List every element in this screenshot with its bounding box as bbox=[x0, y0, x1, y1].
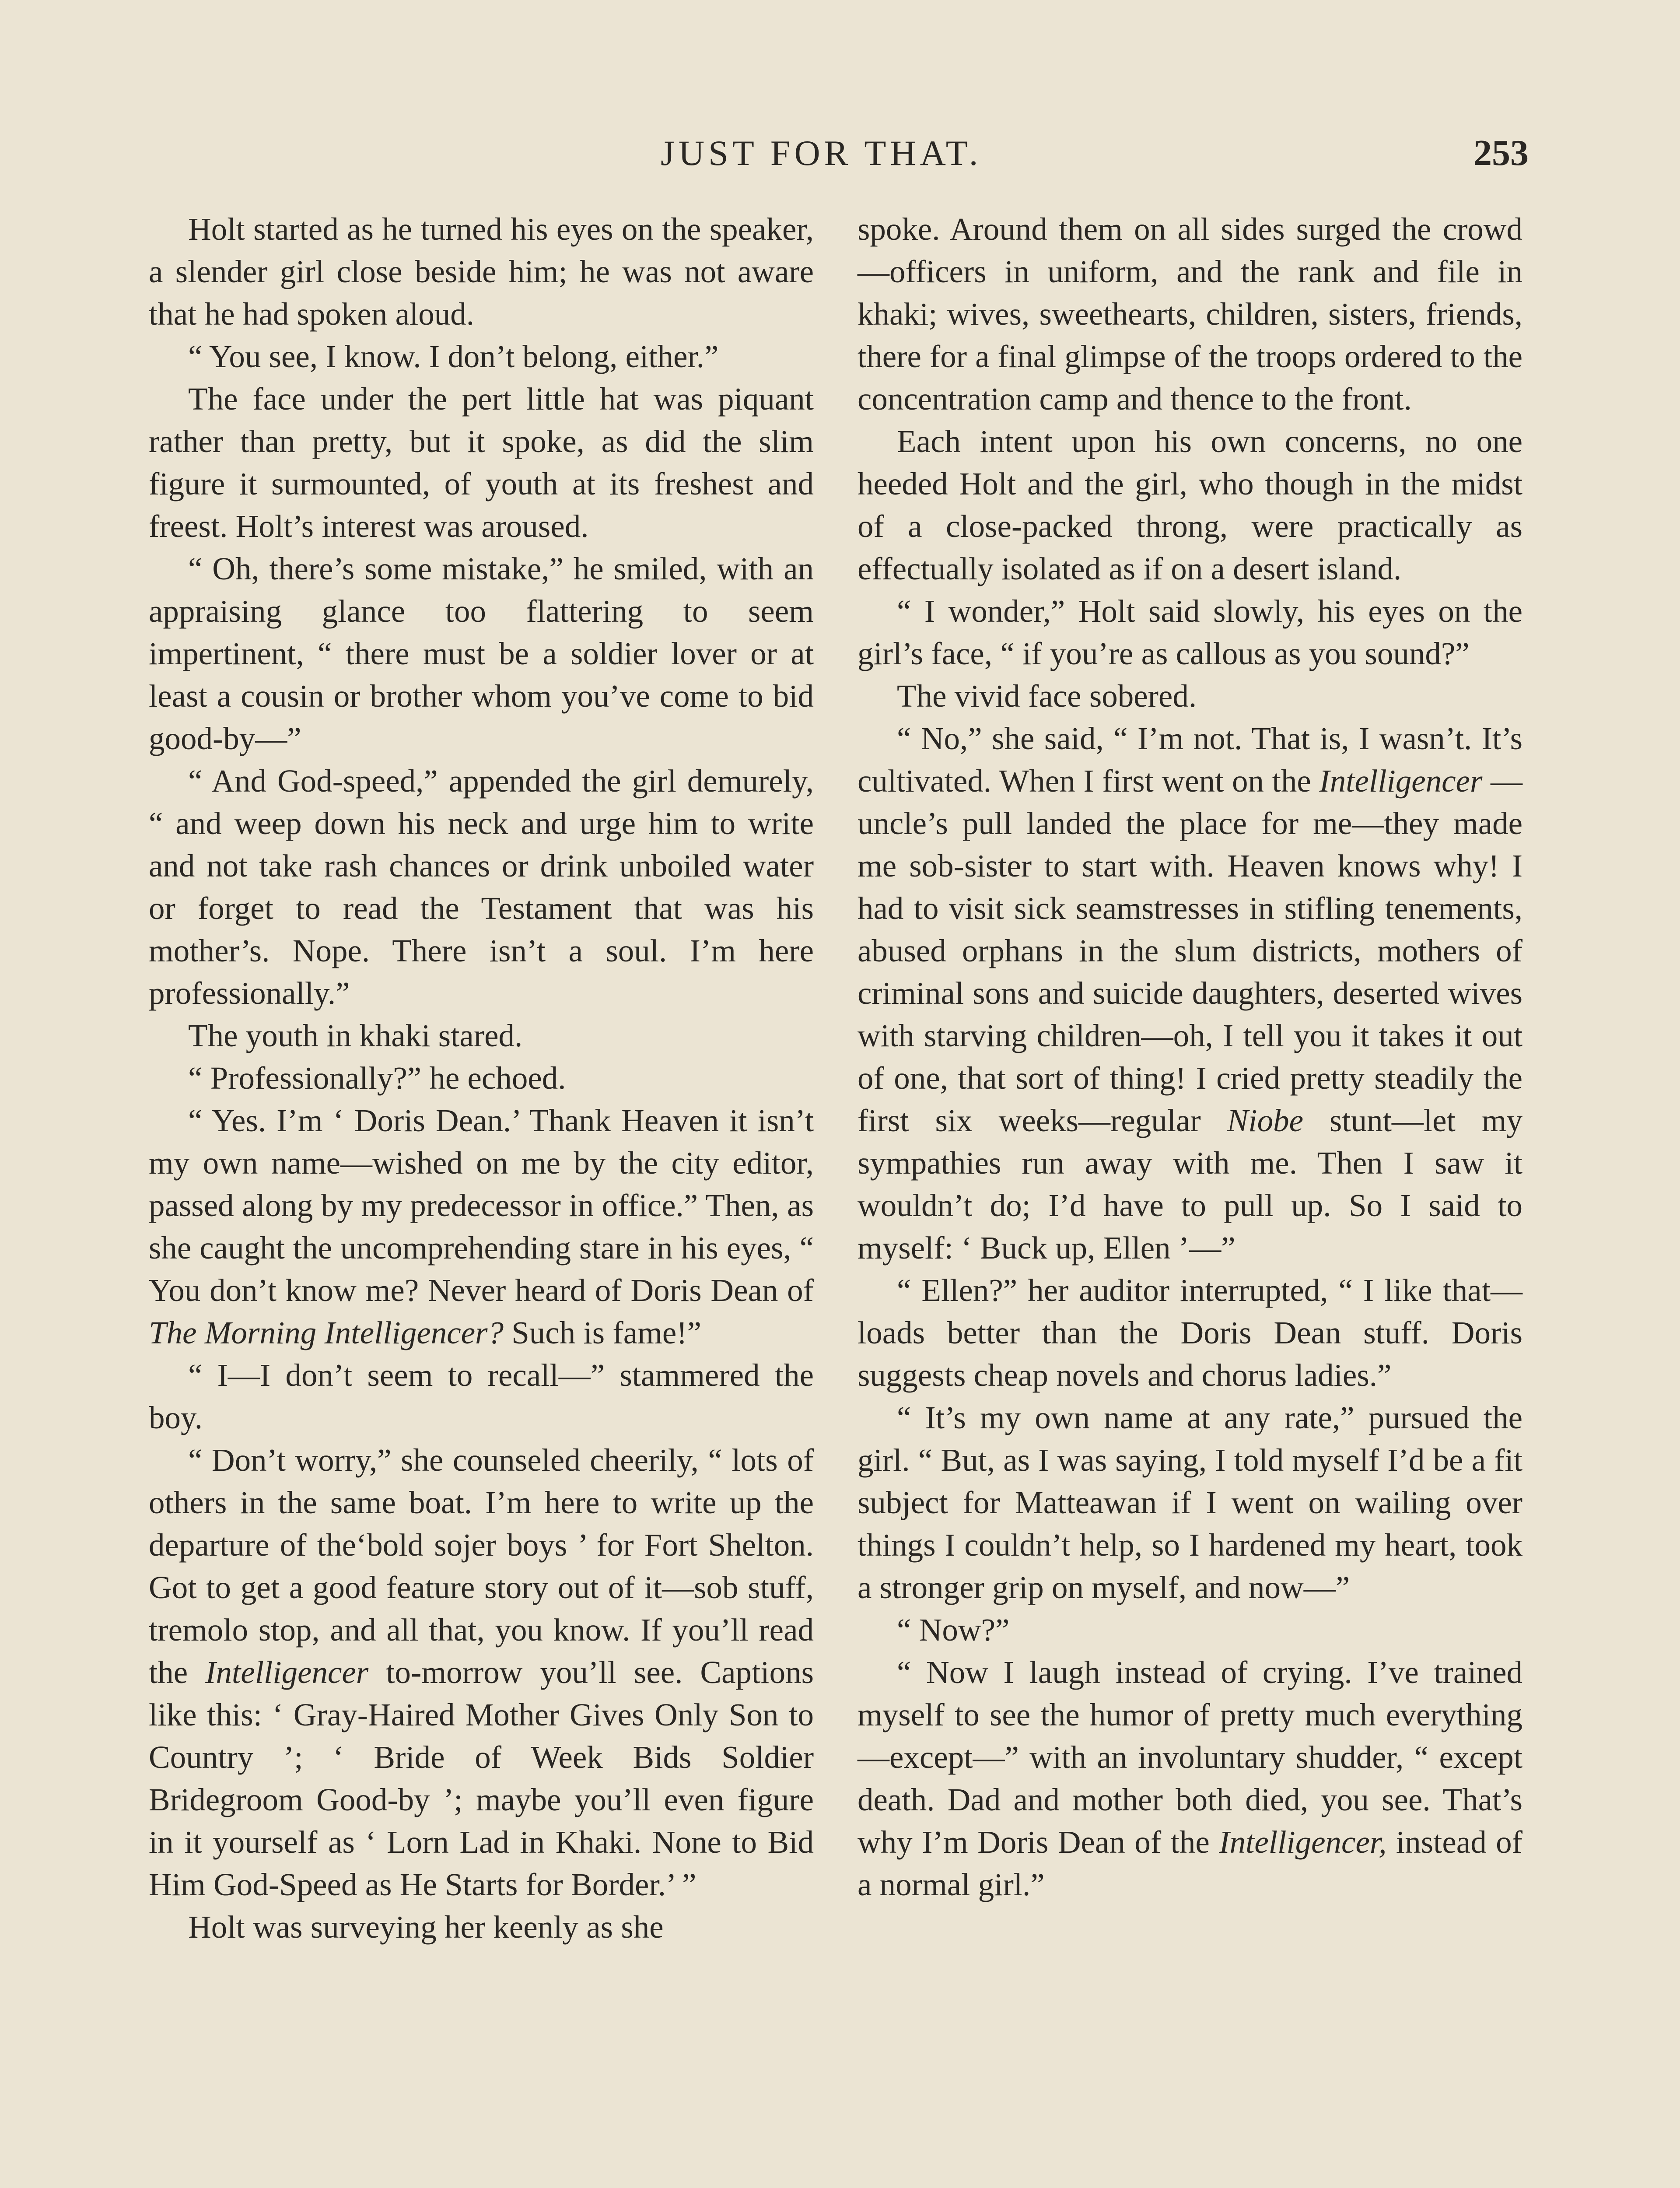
paragraph: Holt started as he turned his eyes on the speaker, a slender girl close beside him; he was not aware that he had spoken aloud. bbox=[149, 211, 814, 332]
paragraph: Holt was surveying her keenly as she bbox=[188, 1909, 664, 1945]
italic-title: Intelligencer, bbox=[1219, 1824, 1387, 1860]
paragraph: “ Now I laugh instead of crying. I’ve trained myself to see the humor of pretty much everything—except—” with an involuntary shudder, “ except death. Dad and mother both died, you see. That’s why I’m Doris Dean of the Intelligencer, instead of a normal girl.” bbox=[858, 1655, 1522, 1902]
italic-name: Niobe bbox=[1227, 1103, 1303, 1138]
paragraph: “ I wonder,” Holt said slowly, his eyes on the girl’s face, “ if you’re as callous as you sound?” bbox=[858, 593, 1522, 671]
paragraph: “ Now?” bbox=[897, 1612, 1010, 1648]
paragraph: The vivid face sobered. bbox=[897, 678, 1197, 714]
paragraph: The youth in khaki stared. bbox=[188, 1018, 523, 1053]
paragraph: Each intent upon his own concerns, no one heeded Holt and the girl, who though in the midst of a close-packed throng, were practically as effectually isolated as if on a desert island. bbox=[858, 424, 1522, 586]
paragraph: “ Ellen?” her auditor interrupted, “ I like that—loads better than the Doris Dean stuff. Doris suggests cheap novels and chorus ladies.” bbox=[858, 1273, 1522, 1393]
paragraph: “ And God-speed,” appended the girl demurely, “ and weep down his neck and urge him to write and not take rash chances or drink unboiled water or forget to read the Testament that was his mother’s. Nope. There isn’t a soul. I’m here professionally.” bbox=[149, 763, 814, 1011]
paragraph: “ Oh, there’s some mistake,” he smiled, with an appraising glance too flattering to seem impertinent, “ there must be a soldier lover or at least a cousin or brother whom you’ve come to bid good-by—” bbox=[149, 551, 814, 756]
paragraph: “ You see, I know. I don’t belong, either.” bbox=[188, 339, 719, 374]
italic-title: Intelligencer bbox=[205, 1655, 369, 1690]
paragraph: The face under the pert little hat was piquant rather than pretty, but it spoke, as did the slim figure it surmounted, of youth at its freshest and freest. Holt’s interest was aroused. bbox=[149, 381, 814, 544]
italic-title: The Morning Intelligencer? bbox=[149, 1315, 504, 1350]
paragraph: “ It’s my own name at any rate,” pursued the girl. “ But, as I was saying, I told myself I’d be a fit subject for Matteawan if I went on wailing over things I couldn’t help, so I hardened my heart, took a stronger grip on myself, and now—” bbox=[858, 1400, 1522, 1605]
page-header bbox=[0, 127, 1680, 179]
paragraph: “ Don’t worry,” she counseled cheerily, “ lots of others in the same boat. I’m here to write up the departure of the‘bold sojer boys ’ for Fort Shelton. Got to get a good feature story out of it—sob stuff, tremolo stop, and all that, you know. If you’ll read the Intelligencer to-morrow you’ll see. Captions like this: ‘ Gray-Haired Mother Gives Only Son to Country ’; ‘ Bride of Week Bids Soldier Bridegroom Good-by ’; maybe you’ll even figure in it yourself as ‘ Lorn Lad in Khaki. None to Bid Him God-Speed as He Starts for Border.’ ” bbox=[149, 1442, 814, 1902]
italic-title: Intelligencer bbox=[1319, 763, 1483, 799]
right-column bbox=[858, 208, 1522, 1906]
paragraph: spoke. Around them on all sides surged the crowd—officers in uniform, and the rank and file in khaki; wives, sweethearts, children, sisters, friends, there for a final glimpse of the troops ordered to the concentration camp and thence to the front. bbox=[858, 211, 1522, 417]
paragraph: “ Yes. I’m ‘ Doris Dean.’ Thank Heaven it isn’t my own name—wished on me by the city editor, passed along by my predecessor in office.” Then, as she caught the uncomprehending stare in his eyes, “ You don’t know me? Never heard of Doris Dean of The Morning Intelligencer? Such is fame!” bbox=[149, 1103, 814, 1350]
left-column bbox=[149, 208, 814, 1948]
page-number: 253 bbox=[1474, 133, 1529, 173]
paragraph: “ I—I don’t seem to recall—” stammered the boy. bbox=[149, 1357, 814, 1435]
running-title: JUST FOR THAT. bbox=[661, 133, 982, 173]
paragraph: “ No,” she said, “ I’m not. That is, I wasn’t. It’s cultivated. When I first went on the Intelligencer — uncle’s pull landed the place for me—they made me sob-sister to start with. Heaven knows why! I had to visit sick seamstresses in stifling tenements, abused orphans in the slum districts, mothers of criminal sons and suicide daughters, deserted wives with starving children—oh, I tell you it takes it out of one, that sort of thing! I cried pretty steadily the first six weeks—regular Niobe stunt—let my sympathies run away with me. Then I saw it wouldn’t do; I’d have to pull up. So I said to myself: ‘ Buck up, Ellen ’—” bbox=[858, 721, 1522, 1266]
paragraph: “ Professionally?” he echoed. bbox=[188, 1060, 566, 1096]
